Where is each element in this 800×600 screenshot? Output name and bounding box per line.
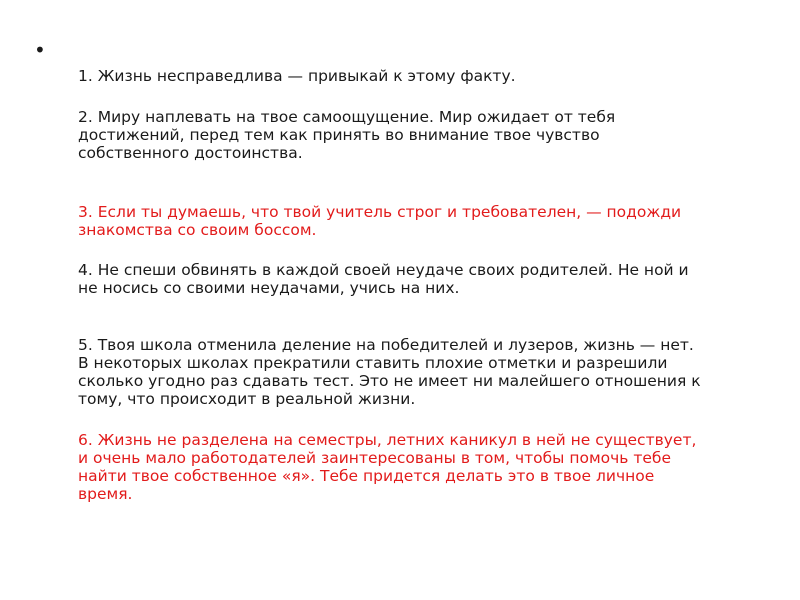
bullet-marker: • — [34, 38, 46, 62]
rule-4-text: 4. Не спеши обвинять в каждой своей неудаче своих родителей. Не ной и не носись со своими неудачами, учись на них. — [78, 261, 689, 297]
rule-2-text: 2. Миру наплевать на твое самоощущение. Мир ожидает от тебя достижений, перед тем как принять во внимание твое чувство собственного достоинства. — [78, 108, 616, 162]
rule-5-text: 5. Твоя школа отменила деление на победителей и лузеров, жизнь — нет. В некоторых школах прекратили ставить плохие отметки и разрешили сколько угодно раз сдавать тест. Это не имеет ни малейшего отношения к тому, что происходит в реальной жизни. — [78, 336, 701, 408]
rule-6-text: 6. Жизнь не разделена на семестры, летних каникул в ней не существует, и очень мало работодателей заинтересованы в том, чтобы помочь тебе найти твое собственное «я». Тебе придется делать это в твое личное время. — [78, 431, 697, 503]
rule-3-text: 3. Если ты думаешь, что твой учитель строг и требователен, — подожди знакомства со своим боссом. — [78, 203, 682, 239]
rule-1-text: 1. Жизнь несправедлива — привыкай к этому факту. — [78, 67, 516, 85]
